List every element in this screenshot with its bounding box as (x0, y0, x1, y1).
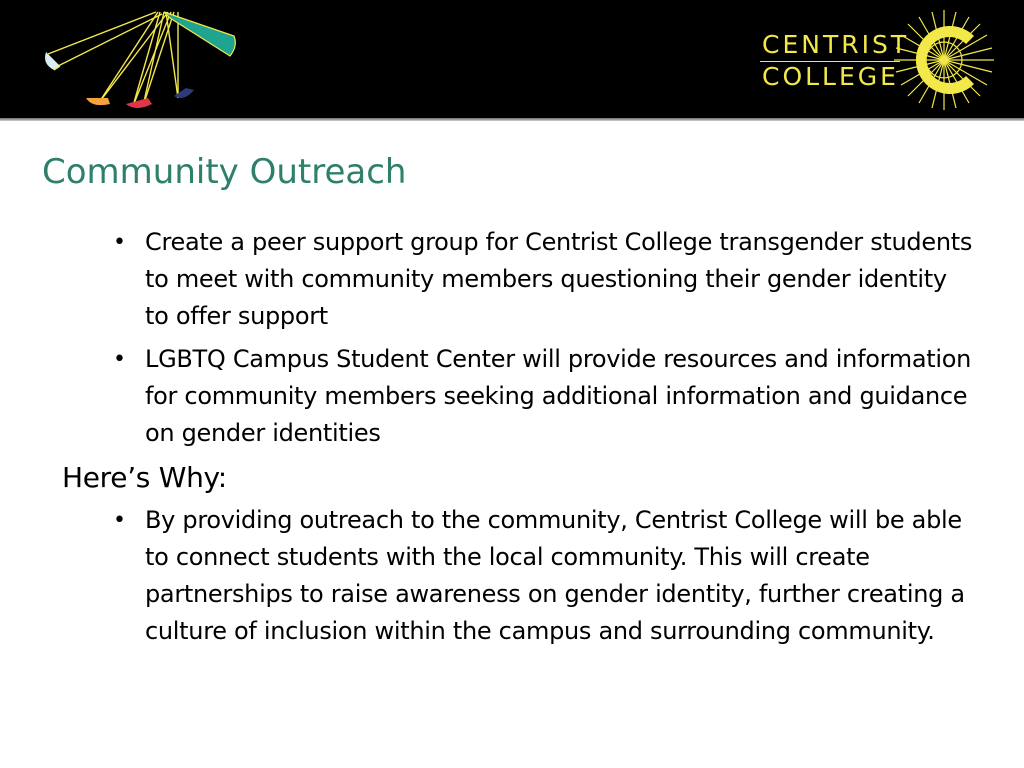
top-bullet-list (0, 224, 1024, 452)
sunburst-c-icon (890, 6, 998, 114)
logo-text-top: CENTRIST (762, 30, 910, 59)
slide-content (0, 224, 1024, 656)
bullet-dot: • (113, 347, 126, 372)
bullet-dot: • (113, 508, 126, 533)
fan-logo-icon (38, 6, 243, 114)
bullet-item (113, 341, 975, 452)
bullet-text: Create a peer support group for Centrist College transgender students to meet with community members questioning their gender identity to offer support (145, 228, 973, 330)
bottom-bullet-list (0, 502, 1024, 650)
college-logo (750, 6, 1000, 114)
bullet-item (113, 224, 975, 335)
subheading: Here’s Why: (62, 461, 227, 494)
logo-text-bottom: COLLEGE (762, 62, 899, 91)
header-bar (0, 0, 1024, 118)
slide-title: Community Outreach (42, 152, 407, 192)
bullet-item (113, 502, 975, 650)
header-divider (0, 118, 1024, 121)
bullet-text: LGBTQ Campus Student Center will provide resources and information for community members seeking additional information and guidance on gender identities (145, 345, 972, 447)
bullet-text: By providing outreach to the community, Centrist College will be able to connect students with the local community. This will create partnerships to raise awareness on gender identity, further creating a culture of inclusion within the campus and surrounding community. (145, 506, 965, 645)
bullet-dot: • (113, 230, 126, 255)
